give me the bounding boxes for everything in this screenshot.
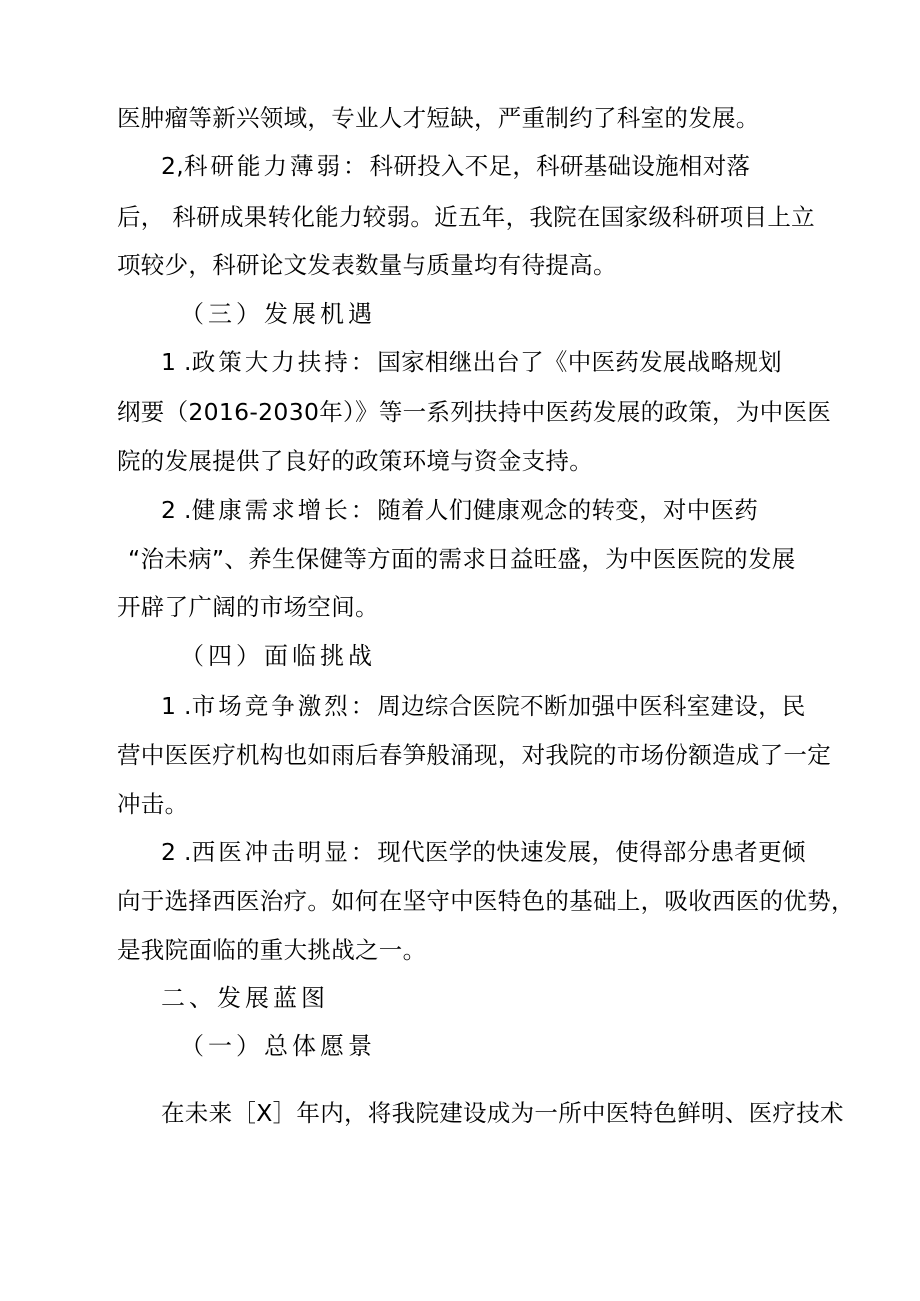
text-line: “治未病”、养生保健等方面的需求日益旺盛，为中医医院的发展 xyxy=(128,545,796,573)
text-line: 营中医医疗机构也如雨后春笋般涌现，对我院的市场份额造成了一定 xyxy=(117,741,831,769)
text-line: 院的发展提供了良好的政策环境与资金支持。 xyxy=(117,447,593,475)
text-line: 向于选择西医治疗。如何在坚守中医特色的基础上，吸收西医的优势， xyxy=(117,887,855,915)
section-heading-vision: （一）总体愿景 xyxy=(180,1032,376,1060)
paragraph-policy-support xyxy=(161,342,861,382)
paragraph-market-competition xyxy=(161,686,861,726)
item-heading: 健康需求增长： xyxy=(191,496,378,524)
item-number: 1 . xyxy=(161,348,192,376)
text-line: 纲要（2016-2030年）》等一系列扶持中医药发展的政策，为中医医 xyxy=(117,398,832,426)
chapter-heading-blueprint: 二、发展蓝图 xyxy=(161,984,329,1012)
item-heading: 市场竞争激烈： xyxy=(191,692,378,720)
paragraph-western-medicine xyxy=(161,832,861,872)
text-line: 是我院面临的重大挑战之一。 xyxy=(117,936,427,964)
text-line: 后， 科研成果转化能力较弱。近五年，我院在国家级科研项目上立 xyxy=(117,203,815,231)
item-number: 1 . xyxy=(161,692,192,720)
item-heading: 政策大力扶持： xyxy=(191,348,378,376)
text-line: 开辟了广阔的市场空间。 xyxy=(117,593,379,621)
item-number: 2 . xyxy=(161,496,192,524)
paragraph-research-weak xyxy=(161,146,861,186)
section-heading-challenges: （四）面临挑战 xyxy=(180,642,376,670)
item-number: 2, xyxy=(161,152,185,180)
item-text: 国家相继出台了《中医药发展战略规划 xyxy=(377,348,782,376)
paragraph-health-demand xyxy=(161,490,861,530)
item-text: 现代医学的快速发展，使得部分患者更倾 xyxy=(377,838,806,866)
text-line: 医肿瘤等新兴领域，专业人才短缺，严重制约了科室的发展。 xyxy=(117,104,760,132)
item-heading: 西医冲击明显： xyxy=(191,838,378,866)
text-line: 在未来［X］年内，将我院建设成为一所中医特色鲜明、医疗技术 xyxy=(161,1099,844,1127)
text-line: 冲击。 xyxy=(117,790,189,818)
text-line: 项较少，科研论文发表数量与质量均有待提高。 xyxy=(117,251,617,279)
item-number: 2 . xyxy=(161,838,192,866)
section-heading-opportunities: （三）发展机遇 xyxy=(180,300,376,328)
item-text: 周边综合医院不断加强中医科室建设，民 xyxy=(377,692,806,720)
item-text: 科研投入不足，科研基础设施相对落 xyxy=(369,152,751,180)
item-heading: 科研能力薄弱： xyxy=(184,152,370,180)
item-text: 随着人们健康观念的转变，对中医药 xyxy=(377,496,759,524)
